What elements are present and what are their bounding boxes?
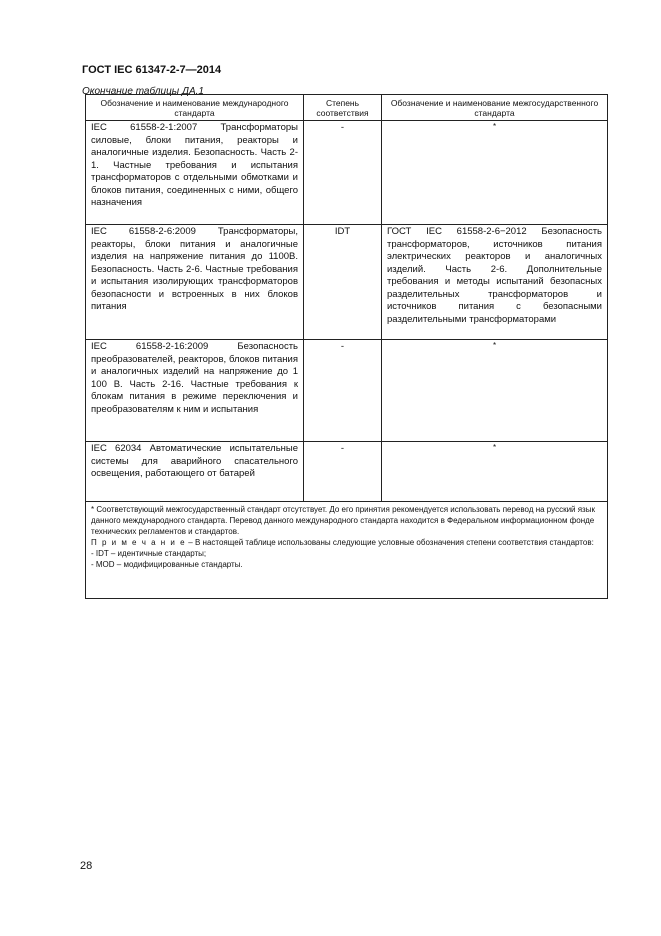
table-row [86, 225, 608, 340]
note-item-mod: - MOD – модифицированные стандарты. [91, 560, 243, 569]
table-row [86, 442, 608, 502]
table-row [86, 121, 608, 225]
degree-cell: - [304, 340, 382, 442]
interstate-standard-cell: * [382, 442, 608, 502]
note [91, 537, 602, 548]
intl-standard-cell: IEC 61558-2-1:2007 Трансформаторы силовые, блоки питания, реакторы и аналогичные изделия. Безопасность. Часть 2-1. Частные требования и испытания трансформаторов с отдельными обмотками и блоков питания, соединенных с ними, общего назначения [86, 121, 304, 225]
interstate-standard-cell: ГОСТ IEC 61558-2-6−2012 Безопасность трансформаторов, источников питания электрических реакторов и аналогичных изделий. Часть 2-6. Дополнительные требования и методы испытаний безопасных разделительных трансформаторов и источников питания с безопасными разделительными трансформаторами [382, 225, 608, 340]
page-number: 28 [80, 860, 93, 872]
note-text: – В настоящей таблице использованы следующие условные обозначения степени соответствия стандартов: [186, 538, 594, 547]
table-row [86, 340, 608, 442]
correspondence-table [85, 94, 608, 599]
table-footnote [86, 502, 608, 599]
note-item-idt: - IDT – идентичные стандарты; [91, 549, 207, 558]
col-header-intl: Обозначение и наименование международного стандарта [86, 95, 304, 121]
standards-table [85, 94, 607, 599]
intl-standard-cell: IEC 61558-2-16:2009 Безопасность преобразователей, реакторов, блоков питания и аналогичных изделий на напряжение до 1 100 В. Часть 2-16. Частные требования к блокам питания в режиме переключения и преобразователям к ним и испытания [86, 340, 304, 442]
intl-standard-cell: IEC 61558-2-6:2009 Трансформаторы, реакторы, блоки питания и аналогичные изделия на напряжение питания до 1100В. Безопасность. Часть 2-6. Частные требования и испытания изолирующих трансформаторов безопасности и встроенных в них блоков питания [86, 225, 304, 340]
note-label: П р и м е ч а н и е [91, 538, 187, 547]
col-header-interstate: Обозначение и наименование межгосударственного стандарта [382, 95, 608, 121]
table-caption: Окончание таблицы ДА.1 [82, 86, 204, 97]
degree-cell: IDT [304, 225, 382, 340]
intl-standard-cell: IEC 62034 Автоматические испытательные системы для аварийного спасательного освещения, работающего от батарей [86, 442, 304, 502]
degree-cell: - [304, 121, 382, 225]
interstate-standard-cell: * [382, 121, 608, 225]
degree-cell: - [304, 442, 382, 502]
interstate-standard-cell: * [382, 340, 608, 442]
footnote-star: * Соответствующий межгосударственный стандарт отсутствует. До его принятия рекомендуется использовать перевод на русский язык данного международного стандарта. Перевод данного международного стандарта находится в Федеральном информационном фонде технических регламентов и стандартов. [91, 505, 595, 536]
table-header-row [86, 95, 608, 121]
table-footnote-row [86, 502, 608, 599]
document-code: ГОСТ IEC 61347-2-7—2014 [82, 64, 222, 76]
col-header-degree: Степень соответствия [304, 95, 382, 121]
